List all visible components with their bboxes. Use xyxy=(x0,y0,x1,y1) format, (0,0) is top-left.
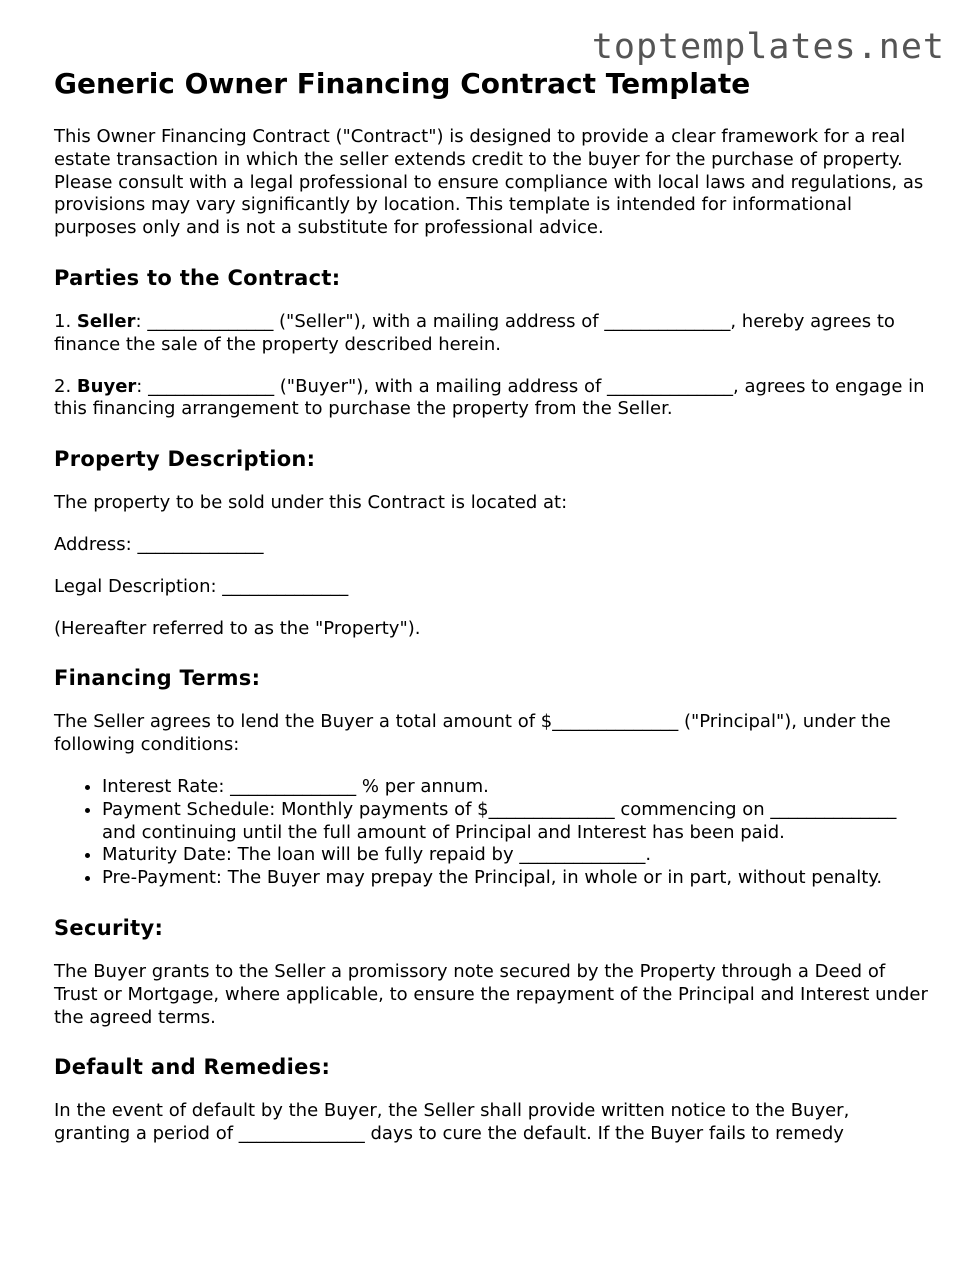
list-item: • Maturity Date: The loan will be fully repaid by ______________. xyxy=(102,844,929,867)
seller-text: : ______________ ("Seller"), with a mailing address of ______________, hereby agrees to finance the sale of the property described herein. xyxy=(54,310,895,355)
parties-heading: Parties to the Contract: xyxy=(54,265,341,290)
default-paragraph: In the event of default by the Buyer, the Seller shall provide written notice to the Buyer, granting a period of ______________ days to cure the default. If the Buyer fails to remedy xyxy=(54,1100,850,1145)
document-page xyxy=(54,66,929,1146)
property-address: Address: ______________ xyxy=(54,533,264,555)
default-heading: Default and Remedies: xyxy=(54,1055,331,1080)
buyer-clause xyxy=(54,376,929,422)
buyer-number: 2. xyxy=(54,375,72,397)
property-legal-description: Legal Description: ______________ xyxy=(54,575,349,597)
watermark: toptemplates.net xyxy=(591,27,945,67)
financing-intro: The Seller agrees to lend the Buyer a total amount of $______________ ("Principal"), under the following conditions: xyxy=(54,711,891,756)
seller-number: 1. xyxy=(54,310,72,332)
buyer-text: : ______________ ("Buyer"), with a mailing address of ______________, agrees to engage in this financing arrangement to purchase the property from the Seller. xyxy=(54,375,925,420)
financing-terms-list xyxy=(54,776,929,890)
property-intro: The property to be sold under this Contract is located at: xyxy=(54,492,568,514)
list-item: • Payment Schedule: Monthly payments of $______________ commencing on ______________ and continuing until the full amount of Principal and Interest has been paid. xyxy=(102,799,929,845)
list-item: • Interest Rate: ______________ % per annum. xyxy=(102,776,929,799)
security-paragraph: The Buyer grants to the Seller a promissory note secured by the Property through a Deed of Trust or Mortgage, where applicable, to ensure the repayment of the Principal and Interest under the agreed terms. xyxy=(54,960,928,1028)
property-heading: Property Description: xyxy=(54,447,316,472)
financing-heading: Financing Terms: xyxy=(54,666,261,691)
list-item: • Pre-Payment: The Buyer may prepay the Principal, in whole or in part, without penalty. xyxy=(102,867,929,890)
security-heading: Security: xyxy=(54,915,164,940)
buyer-label: Buyer xyxy=(76,375,137,397)
intro-paragraph: This Owner Financing Contract ("Contract") is designed to provide a clear framework for a real estate transaction in which the seller extends credit to the buyer for the purchase of property. Please consult with a legal professional to ensure compliance with local laws and regulations, as provisions may vary significantly by location. This template is intended for informational purposes only and is not a substitute for professional advice. xyxy=(54,126,924,239)
seller-clause xyxy=(54,311,929,357)
property-reference: (Hereafter referred to as the "Property"). xyxy=(54,617,421,639)
document-title: Generic Owner Financing Contract Template xyxy=(54,67,751,100)
seller-label: Seller xyxy=(76,310,136,332)
